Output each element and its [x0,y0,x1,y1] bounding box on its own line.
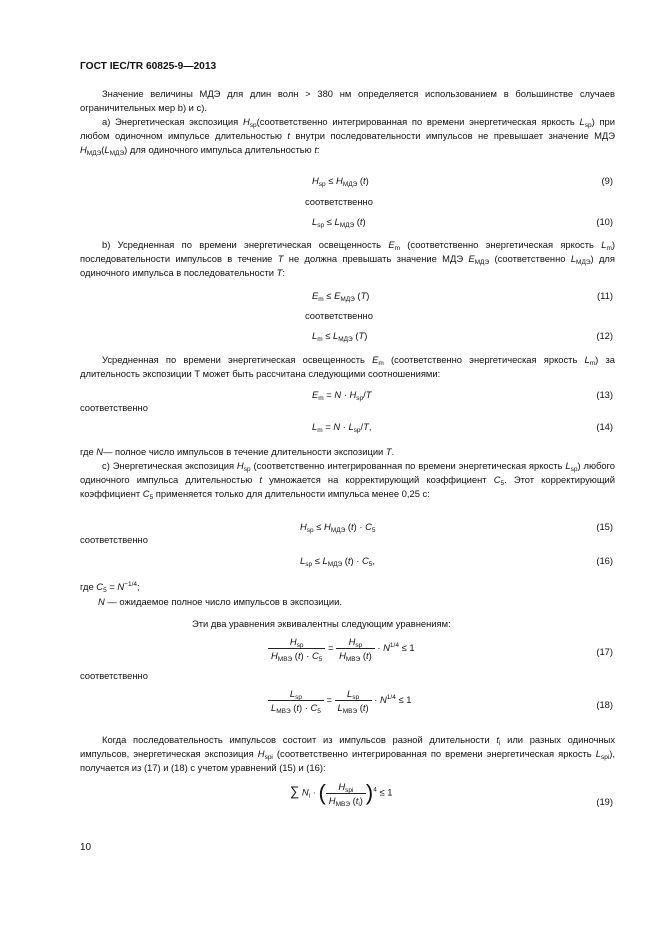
equation-14: $L_m = N \cdot L_{sp}/T$, [312,421,372,434]
paragraph-intro: Значение величины МДЭ для длин волн > 380 нм определяется использованием в большинстве случаев ограничительных мер b) и c). [80,88,615,113]
equation-17: $\frac{H_{sp}}{H_{МВЭ} (t) \cdot C_5}$ = $\frac{H_{sp}}{H_{МВЭ} (t)}$ · $N^{1/4} \le 1$ [268,636,415,661]
equation-number-18: (18) [596,699,613,710]
equation-16: $L_{sp} \le L_{МДЭ}$ $(t) \cdot C_5$, [300,555,376,568]
equation-19: ∑ $N_i$ · ( $\frac{H_{spi}}{H_{МВЭ} (t_i)}$ )$^4$ ≤ 1 [290,780,393,808]
equation-number-15: (15) [596,521,613,532]
paragraph-average: Усредненная по времени энергетическая освещенность $E_m$ (соответственно энергетическая яркость $L_m$) за длительность экспозиции Т может быть рассчитана следующими соотношениями: [80,354,615,379]
word-respectively: соответственно [80,534,148,545]
equation-number-19: (19) [596,796,613,807]
equation-11: $E_m \le E_{МДЭ}$ (T) [312,290,370,303]
document-header: ГОСТ IEC/TR 60825-9—2013 [80,61,217,72]
equation-number-17: (17) [596,646,613,657]
word-respectively: соответственно [305,196,373,207]
paragraph-c: c) Энергетическая экспозиция $H_{sp}$ (соответственно интегрированная по времени энергетическая яркость $L_{sp}$) любого одиночного импульса длительностью t умножается на корректирующий коэффициент $C_5$. Этот корректирующий коэффициент $C_5$ применяется только для длительности импульса менее 0,25 с: [80,460,616,501]
equation-number-13: (13) [596,389,613,400]
where-n-expected: N — ожидаемое полное число импульсов в экспозиции. [98,596,342,607]
equation-10: $L_{sp} \le L_{МДЭ}$ (t) [312,216,366,229]
word-respectively: соответственно [80,670,148,681]
equation-number-12: (12) [596,330,613,341]
where-c5: где $C_5 = N^{-1/4}$; [80,581,140,594]
word-respectively: соответственно [80,402,148,413]
equation-13: $E_m = N \cdot H_{sp}/T$ [312,389,372,402]
equation-number-14: (14) [596,421,613,432]
equation-18: $\frac{L_{sp}}{L_{МВЭ} (t) \cdot C_5}$ = $\frac{L_{sp}}{L_{МВЭ} (t)}$ · $N^{1/4} \le 1$ [268,688,411,713]
equation-number-9: (9) [601,175,613,186]
paragraph-final: Когда последовательность импульсов состоит из импульсов разной длительности $t_i$ или разных одиночных импульсов, энергетическая экспозиция $H_{spi}$ (соответственно интегрированная по времени энергетическая яркость $L_{spi}$), получается из (17) и (18) с учетом уравнений (15) и (16): [80,734,616,773]
equivalence-text: Эти два уравнения эквивалентны следующим уравнениям: [192,618,451,629]
equation-12: $L_m \le L_{МДЭ}$ (T) [312,330,368,343]
page-number: 10 [80,842,92,853]
equation-number-11: (11) [597,290,613,301]
paragraph-where-n: где N— полное число импульсов в течение длительности экспозиции T. [80,446,395,457]
equation-9: $H_{sp} \le H_{МДЭ}$ (t) [312,175,369,188]
word-respectively: соответственно [305,310,373,321]
paragraph-b: b) Усредненная по времени энергетическая освещенность $E_m$ (соответственно энергетическая яркость $L_m$) последовательности импульсов в течение T не должна превышать значение МДЭ $E_{МДЭ}$ (соответственно $L_{МДЭ}$) для одиночного импульса в последовательности T: [80,239,615,278]
paragraph-a: a) Энергетическая экспозиция $H_{sp}(соответственно$ интегрированная по времени энергетическая яркость $L_{sp}$) при любом одиночном импульсе длительностью t внутри последовательности импульсов не превышает значение МДЭ $H_{МДЭ}(L_{МДЭ})$ для одиночного импульса длительностью t: [80,116,615,157]
equation-number-10: (10) [596,216,613,227]
equation-15: $H_{sp} \le H_{МДЭ}$ $(t) \cdot C_5$ [300,521,376,534]
equation-number-16: (16) [596,555,613,566]
